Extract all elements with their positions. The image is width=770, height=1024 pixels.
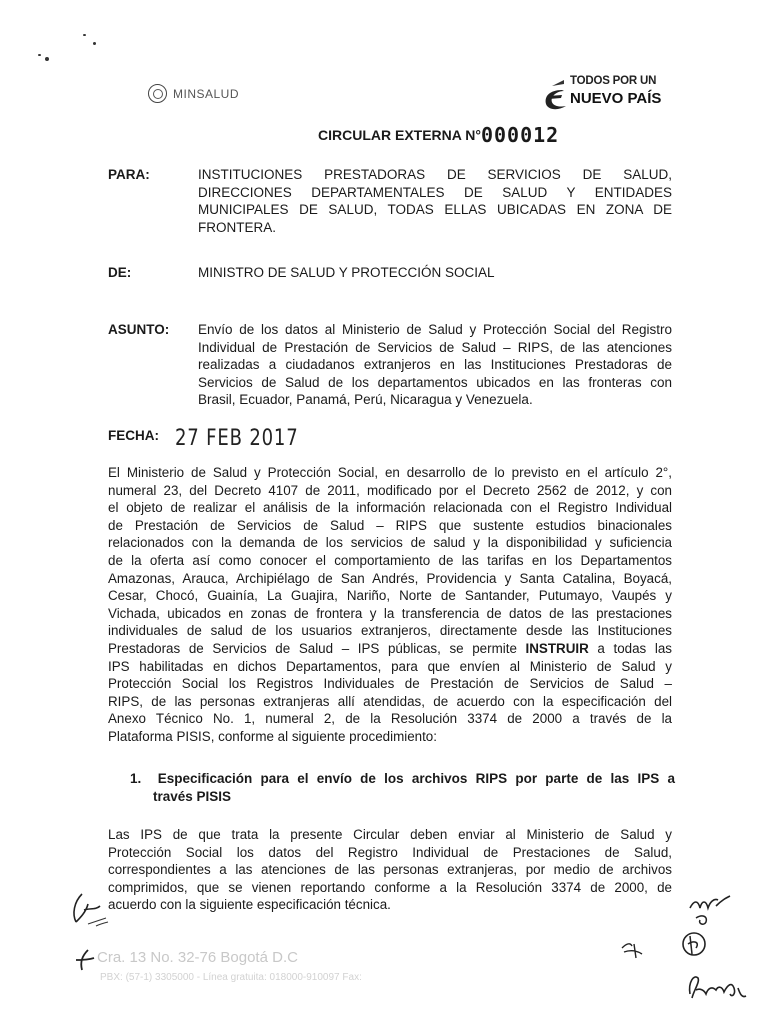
asunto-line: Individual de Prestación de Servicios de Salud – RIPS, de las atenciones bbox=[198, 339, 672, 355]
body-line: Vichada, ubicados en zonas de frontera y la transferencia de datos de las prestaciones bbox=[108, 605, 672, 621]
section-1-title-text: Especificación para el envío de los archivos RIPS por parte de las IPS a bbox=[157, 771, 675, 786]
para-recipients bbox=[198, 166, 672, 236]
section-1-number: 1. bbox=[130, 771, 142, 786]
section-1-line: comprimidos, que se vienen reportando conforme a la Resolución 3374 de 2000, de bbox=[108, 879, 672, 895]
logo-slogan-line1: TODOS POR UN bbox=[570, 75, 657, 87]
footer-address: Cra. 13 No. 32-76 Bogotá D.C bbox=[97, 949, 298, 966]
para-line: DIRECCIONES DEPARTAMENTALES DE SALUD Y ENTIDADES bbox=[198, 184, 672, 200]
section-1-line: Protección Social los datos del Registro Individual de Prestaciones de Salud, bbox=[108, 844, 672, 860]
body-line: Anexo Técnico No. 1, numeral 2, de la Resolución 3374 de 2000 a través de la bbox=[108, 711, 672, 727]
body-line: Protección Social los Registros Individuales de Prestación de Servicios de Salud – bbox=[108, 676, 672, 692]
body-line: de la oferta así como conocer el comportamiento de las tarifas en los Departamentos bbox=[108, 552, 672, 568]
para-line: MUNICIPALES DE SALUD, TODAS ELLAS UBICADAS EN ZONA DE bbox=[198, 202, 672, 218]
scan-speck bbox=[83, 34, 86, 36]
section-1-line: Las IPS de que trata la presente Circular deben enviar al Ministerio de Salud y bbox=[108, 827, 672, 842]
body-line-text: Prestadoras de Servicios de Salud – IPS públicas, se permite bbox=[108, 640, 517, 656]
logo-slogan-line2: NUEVO PAÍS bbox=[570, 90, 662, 107]
asunto-subject bbox=[198, 321, 672, 409]
scan-speck bbox=[93, 42, 96, 45]
section-1-paragraph bbox=[108, 826, 672, 914]
de-label: DE: bbox=[108, 265, 132, 280]
de-text: MINISTRO DE SALUD Y PROTECCIÓN SOCIAL bbox=[198, 265, 495, 280]
nuevo-pais-swoosh-icon bbox=[540, 78, 570, 112]
para-label: PARA: bbox=[108, 167, 150, 182]
scan-speck bbox=[38, 54, 41, 56]
body-line-instruir bbox=[108, 640, 672, 658]
body-line: El Ministerio de Salud y Protección Social, en desarrollo de lo previsto en el artículo 2°, bbox=[108, 465, 672, 480]
body-line: relacionados con la demanda de los servicios de salud y la disponibilidad y suficiencia bbox=[108, 535, 672, 551]
asunto-line: realizadas a ciudadanos extranjeros en las Instituciones Prestadoras de bbox=[198, 357, 672, 373]
circular-label: CIRCULAR EXTERNA N° bbox=[318, 127, 481, 143]
para-line: INSTITUCIONES PRESTADORAS DE SERVICIOS DE SALUD, bbox=[198, 167, 672, 182]
body-line: individuales de salud de los usuarios extranjeros, directamente desde las Instituciones bbox=[108, 623, 672, 639]
asunto-line: Servicios de Salud de los departamentos ubicados en las fronteras con bbox=[198, 374, 672, 390]
instruir-keyword: INSTRUIR bbox=[525, 640, 589, 656]
asunto-line: Brasil, Ecuador, Panamá, Perú, Nicaragua y Venezuela. bbox=[198, 392, 533, 408]
handwritten-mark-footer bbox=[72, 948, 98, 974]
section-1-heading bbox=[130, 770, 675, 805]
handwritten-signature-right-middle bbox=[616, 922, 716, 968]
body-paragraph bbox=[108, 464, 672, 746]
section-1-title-line bbox=[130, 770, 675, 788]
minsalud-logo bbox=[148, 84, 239, 103]
circular-heading bbox=[318, 123, 559, 147]
body-line: IPS habilitadas en dichos Departamentos, para que envíen al Ministerio de Salud y bbox=[108, 658, 672, 674]
fecha-stamp: 27 FEB 2017 bbox=[175, 426, 299, 451]
body-line-tail: a todas las bbox=[597, 640, 672, 656]
scan-speck bbox=[45, 57, 49, 61]
handwritten-signature-right-bottom bbox=[684, 968, 754, 1006]
coat-of-arms-icon bbox=[148, 84, 167, 103]
handwritten-initials-left bbox=[66, 888, 126, 938]
section-1-title-line: través PISIS bbox=[153, 788, 232, 804]
minsalud-logo-text: MINSALUD bbox=[173, 86, 240, 101]
fecha-label: FECHA: bbox=[108, 428, 159, 443]
asunto-label: ASUNTO: bbox=[108, 322, 170, 337]
body-line: de Prestación de Servicios de Salud – RIPS que sustente estudios binacionales bbox=[108, 517, 672, 533]
section-1-line: correspondientes a las atenciones de las personas extranjeras, por medio de archivos bbox=[108, 862, 672, 878]
asunto-line: Envío de los datos al Ministerio de Salud y Protección Social del Registro bbox=[198, 322, 672, 337]
body-line: numeral 23, del Decreto 4107 de 2011, modificado por el Decreto 2562 de 2012, y con bbox=[108, 482, 672, 498]
body-line: Plataforma PISIS, conforme al siguiente procedimiento: bbox=[108, 728, 437, 744]
body-line: RIPS, de las personas extranjeras allí atendidas, de acuerdo con la especificación del bbox=[108, 693, 672, 709]
todos-por-un-nuevo-pais-logo bbox=[540, 74, 680, 114]
section-1-line: acuerdo con la siguiente especificación técnica. bbox=[108, 897, 391, 913]
body-line: Amazonas, Arauca, Archipiélago de San Andrés, Providencia y Santa Catalina, Boyacá, bbox=[108, 570, 672, 586]
de-sender bbox=[198, 264, 672, 282]
footer-phones: PBX: (57-1) 3305000 - Línea gratuita: 018000-910097 Fax: bbox=[100, 972, 362, 983]
body-line: Cesar, Chocó, Guainía, La Guajira, Nariño, Norte de Santander, Putumayo, Vaupés y bbox=[108, 588, 672, 604]
circular-number: 000012 bbox=[480, 123, 560, 147]
para-line: FRONTERA. bbox=[198, 219, 277, 235]
body-line: el objeto de realizar el análisis de la información relacionada con el Registro Individual bbox=[108, 500, 672, 516]
